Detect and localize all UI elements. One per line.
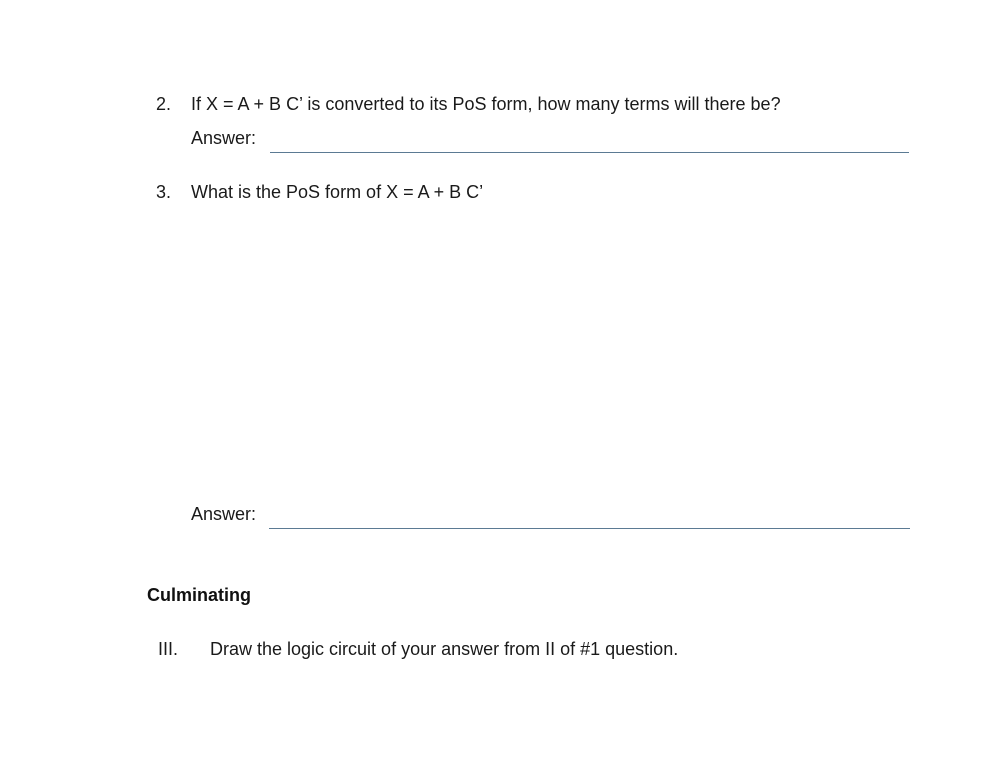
question-2-text: If X = A + B C’ is converted to its PoS form, how many terms will there be? — [191, 94, 781, 114]
question-3-answer-label: Answer: — [191, 504, 257, 524]
question-3-answer-line[interactable] — [269, 528, 910, 529]
question-2-answer-line[interactable] — [270, 152, 909, 153]
culminating-item-text: Draw the logic circuit of your answer from II of #1 question. — [210, 639, 679, 659]
culminating-heading: Culminating — [147, 585, 251, 605]
question-3-number: 3. — [156, 182, 172, 202]
culminating-item-number: III. — [158, 639, 179, 659]
question-2-answer-label: Answer: — [191, 128, 257, 148]
question-2-number: 2. — [156, 94, 172, 114]
question-3-text: What is the PoS form of X = A + B C’ — [191, 182, 484, 202]
